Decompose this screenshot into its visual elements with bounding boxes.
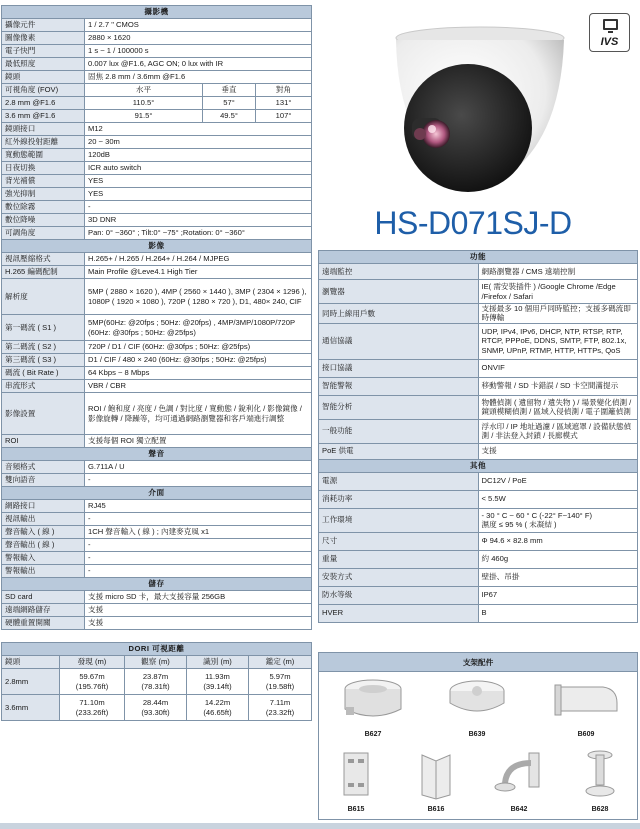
spec-key: 影像設置 — [2, 393, 85, 435]
spec-key: 3.6 mm @F1.6 — [2, 110, 85, 123]
spec-key: 智能分析 — [319, 395, 479, 419]
spec-key: 雙向語音 — [2, 474, 85, 487]
spec-key: H.265 編碼配制 — [2, 266, 85, 279]
spec-value: 5MP(60Hz: @20fps ; 50Hz: @20fps) , 4MP/3MP/1080P/720P (60Hz: @30fps ; 50Hz: @25fps) — [85, 315, 312, 341]
spec-value: 1 s ~ 1 / 100000 s — [85, 45, 312, 58]
spec-value: 固焦 2.8 mm / 3.6mm @F1.6 — [85, 71, 312, 84]
spec-value: 3D DNR — [85, 214, 312, 227]
spec-key: 硬體重置開關 — [2, 617, 85, 630]
spec-key: 音頻格式 — [2, 461, 85, 474]
dori-row — [2, 669, 312, 695]
pole-mount-icon — [336, 749, 376, 801]
accessory-label: B615 — [347, 806, 365, 813]
dori-value: 59.67m — [79, 672, 105, 682]
dori-row — [2, 695, 312, 721]
spec-key: SD card — [2, 591, 85, 604]
accessory-b627 — [333, 677, 413, 745]
spec-value: VBR / CBR — [85, 380, 312, 393]
accessories-panel — [318, 652, 638, 820]
fov-header-v: 垂直 — [203, 84, 256, 97]
section-interface: 介面 — [2, 487, 312, 500]
dori-header: 鑑定 (m) — [249, 656, 312, 669]
footer-bar — [0, 823, 640, 829]
spec-value: G.711A / U — [85, 461, 312, 474]
arm-bracket-icon — [491, 749, 547, 801]
accessory-b615 — [321, 749, 391, 817]
accessory-label: B609 — [577, 731, 595, 738]
spec-value: 2880 × 1620 — [85, 32, 312, 45]
spec-value: < 5.5W — [478, 490, 638, 508]
spec-key: 串流形式 — [2, 380, 85, 393]
accessories-title: 支架配件 — [319, 653, 637, 672]
spec-value: 支援每個 ROI 獨立配置 — [85, 435, 312, 448]
junction-box-icon — [342, 677, 404, 725]
accessory-label: B639 — [468, 731, 486, 738]
dori-value: 71.10m — [79, 698, 105, 708]
section-other: 其他 — [319, 459, 638, 472]
dori-value: 28.44m — [142, 698, 169, 708]
spec-key: 第一碼流 ( S1 ) — [2, 315, 85, 341]
dori-lens: 3.6mm — [2, 695, 60, 721]
mount-plate-icon — [447, 677, 507, 725]
spec-key: 第二碼流 ( S2 ) — [2, 341, 85, 354]
spec-key: 數位降噪 — [2, 214, 85, 227]
spec-key: 重量 — [319, 550, 479, 568]
accessory-b609 — [541, 677, 631, 745]
spec-key: 強光抑制 — [2, 188, 85, 201]
spec-value: 物體偵測 ( 遺留物 / 遺失物 ) / 場景變化偵測 / 鏡頭模糊偵測 / 區域入侵偵測 / 電子圍籬偵測 — [478, 395, 638, 419]
spec-key: 可視角度 (FOV) — [2, 84, 85, 97]
accessory-label: B627 — [364, 731, 382, 738]
spec-value: 20 ~ 30m — [85, 136, 312, 149]
dori-value: 11.93m — [205, 672, 230, 682]
spec-key: 第三碼流 ( S3 ) — [2, 354, 85, 367]
fov-value: 131° — [256, 97, 312, 110]
spec-value: 浮水印 / IP 地址過濾 / 區域遮罩 / 設備狀態偵測 / 非法登入封鎖 / 長廊模式 — [478, 419, 638, 443]
accessory-b639 — [437, 677, 517, 745]
spec-value: - — [85, 474, 312, 487]
spec-key: 視訊壓縮格式 — [2, 253, 85, 266]
accessory-b642 — [479, 749, 559, 817]
dori-value: 5.97m — [269, 672, 291, 682]
spec-key: 2.8 mm @F1.6 — [2, 97, 85, 110]
dome-camera-image — [368, 10, 578, 200]
dori-value-ft: (19.58ft) — [265, 681, 295, 691]
spec-key: 鏡頭 — [2, 71, 85, 84]
spec-key: 防水等級 — [319, 586, 479, 604]
spec-key: 尺寸 — [319, 532, 479, 550]
spec-value: DC12V / PoE — [478, 472, 638, 490]
dori-table — [1, 642, 312, 721]
spec-value: Pan: 0° ~360° ; Tilt:0° ~75° ;Rotation: 0° ~360° — [85, 227, 312, 240]
spec-value: 720P / D1 / CIF (60Hz: @30fps ; 50Hz: @25fps) — [85, 341, 312, 354]
spec-key: 警報輸出 — [2, 565, 85, 578]
spec-value: M12 — [85, 123, 312, 136]
fov-value: 91.5° — [85, 110, 203, 123]
accessory-label: B616 — [427, 806, 445, 813]
section-audio: 聲音 — [2, 448, 312, 461]
spec-key: 解析度 — [2, 279, 85, 315]
accessory-label: B642 — [510, 806, 528, 813]
spec-value: - 30 ° C ~ 60 ° C (-22° F~140° F) — [481, 510, 592, 520]
dori-lens: 2.8mm — [2, 669, 60, 695]
dori-value-ft: (46.65ft) — [203, 707, 232, 717]
spec-key: 鏡頭接口 — [2, 123, 85, 136]
spec-value: ROI / 飽和度 / 亮度 / 色調 / 對比度 / 寬動態 / 銳利化 / 影像鏡像 / 影像旋轉 / 降躁等，均可通過網路瀏覽器和客戶端進行調整 — [85, 393, 312, 435]
dori-value-ft: (233.26ft) — [75, 707, 109, 717]
spec-key: 消耗功率 — [319, 490, 479, 508]
spec-key: HVER — [319, 604, 479, 622]
section-camera: 攝影機 — [2, 6, 312, 19]
spec-value: 濕度 ≤ 95 % ( 未凝結 ) — [481, 520, 557, 529]
spec-value: - — [85, 539, 312, 552]
spec-value: - — [85, 513, 312, 526]
spec-key: 工作環境 — [319, 508, 479, 532]
spec-value: IP67 — [478, 586, 638, 604]
spec-key: 智能警報 — [319, 377, 479, 395]
spec-key: 聲音輸出 ( 線 ) — [2, 539, 85, 552]
spec-value: ONVIF — [478, 359, 638, 377]
spec-key: 日夜切換 — [2, 162, 85, 175]
spec-key: 安裝方式 — [319, 568, 479, 586]
spec-value: 支援 micro SD 卡，最大支援容量 256GB — [85, 591, 312, 604]
dori-value: 7.11m — [269, 698, 291, 708]
dori-value: 14.22m — [204, 698, 231, 708]
dori-value-ft: (195.76ft) — [75, 681, 109, 691]
spec-value: Main Profile @Leve4.1 High Tier — [85, 266, 312, 279]
spec-value: IE( 需安裝插件 ) /Google Chrome /Edge /Firefox / Safari — [478, 280, 638, 304]
spec-value: YES — [85, 188, 312, 201]
dori-value-ft: (23.32ft) — [265, 707, 295, 717]
spec-key: 聲音輸入 ( 線 ) — [2, 526, 85, 539]
spec-table-right — [318, 250, 638, 623]
section-dori: DORI 可視距離 — [2, 643, 312, 656]
spec-key: 最低照度 — [2, 58, 85, 71]
spec-value: 壁掛、吊掛 — [478, 568, 638, 586]
spec-key: 遠端網路儲存 — [2, 604, 85, 617]
spec-key: 攝像元件 — [2, 19, 85, 32]
dori-header: 識別 (m) — [187, 656, 249, 669]
fov-value: 107° — [256, 110, 312, 123]
dori-value: 23.87m — [142, 672, 169, 682]
dori-value-ft: (78.31ft) — [141, 681, 170, 691]
spec-key: 可調角度 — [2, 227, 85, 240]
spec-key: 網路接口 — [2, 500, 85, 513]
dori-header: 鏡頭 — [2, 656, 60, 669]
spec-value: Φ 94.6 × 82.8 mm — [478, 532, 638, 550]
spec-value: 1CH 聲音輸入 ( 線 ) ; 內建麥克風 x1 — [85, 526, 312, 539]
spec-value: - — [85, 552, 312, 565]
spec-value: 64 Kbps ~ 8 Mbps — [85, 367, 312, 380]
dori-header: 觀察 (m) — [125, 656, 187, 669]
fov-value: 110.5° — [85, 97, 203, 110]
spec-value: YES — [85, 175, 312, 188]
spec-value: 支援最多 10 個用戶同時監控；支援多碼流即時傳輸 — [478, 304, 638, 324]
spec-key: 通信協議 — [319, 323, 479, 359]
spec-value: 網路瀏覽器 / CMS 遠端控制 — [478, 264, 638, 280]
section-storage: 儲存 — [2, 578, 312, 591]
spec-key: ROI — [2, 435, 85, 448]
fov-value: 57° — [203, 97, 256, 110]
spec-key: 背光補償 — [2, 175, 85, 188]
dori-value-ft: (39.14ft) — [203, 681, 232, 691]
corner-mount-icon — [416, 749, 456, 801]
spec-key: 寬動態範圍 — [2, 149, 85, 162]
spec-value: 支援 — [85, 617, 312, 630]
fov-header-d: 對角 — [256, 84, 312, 97]
spec-value: 約 460g — [478, 550, 638, 568]
spec-value: 支援 — [85, 604, 312, 617]
accessory-b628 — [563, 749, 637, 817]
spec-key: 警報輸入 — [2, 552, 85, 565]
spec-key: 圖像像素 — [2, 32, 85, 45]
spec-value: ICR auto switch — [85, 162, 312, 175]
spec-value: 1 / 2.7 " CMOS — [85, 19, 312, 32]
spec-key: 電子快門 — [2, 45, 85, 58]
spec-value: - — [85, 201, 312, 214]
ivs-badge — [589, 13, 630, 52]
monitor-icon — [603, 19, 618, 30]
spec-value: RJ45 — [85, 500, 312, 513]
spec-value: - — [85, 565, 312, 578]
spec-key: 瀏覽器 — [319, 280, 479, 304]
accessory-b616 — [401, 749, 471, 817]
spec-value: 支援 — [478, 443, 638, 459]
spec-value: 120dB — [85, 149, 312, 162]
wall-bracket-icon — [551, 677, 621, 725]
model-name: HS-D071SJ-D — [374, 205, 572, 241]
spec-value: 移動警報 / SD 卡錯誤 / SD 卡空間滿提示 — [478, 377, 638, 395]
spec-key: 電源 — [319, 472, 479, 490]
pendant-mount-icon — [580, 749, 620, 801]
spec-value: UDP, IPv4, IPv6, DHCP, NTP, RTSP, RTP, RTCP, PPPoE, DDNS, SMTP, FTP, 802.1x, SNMP, UPnP, RTMP, HTTP, HTTPs, QoS — [478, 323, 638, 359]
dori-header: 發現 (m) — [60, 656, 125, 669]
spec-value: 0.007 lux @F1.6, AGC ON; 0 lux with IR — [85, 58, 312, 71]
section-function: 功能 — [319, 251, 638, 264]
spec-key: 碼流 ( Bit Rate ) — [2, 367, 85, 380]
spec-key: 視訊輸出 — [2, 513, 85, 526]
spec-key: 數位除霧 — [2, 201, 85, 214]
spec-value: 5MP ( 2880 × 1620 ), 4MP ( 2560 × 1440 ), 3MP ( 2304 × 1296 ), 1080P ( 1920 × 1080 ), 720P ( 1280 × 720 ), D1, 480× 240, CIF — [85, 279, 312, 315]
spec-key: 紅外線投射距離 — [2, 136, 85, 149]
spec-value: H.265+ / H.265 / H.264+ / H.264 / MJPEG — [85, 253, 312, 266]
spec-value: D1 / CIF / 480 × 240 (60Hz: @30fps ; 50Hz: @25fps) — [85, 354, 312, 367]
spec-key: PoE 供電 — [319, 443, 479, 459]
accessory-label: B628 — [591, 806, 609, 813]
ivs-label: IVS — [600, 36, 619, 48]
spec-key: 遠端監控 — [319, 264, 479, 280]
spec-value: B — [478, 604, 638, 622]
fov-value: 49.5° — [203, 110, 256, 123]
spec-key: 接口協議 — [319, 359, 479, 377]
spec-key: 同時上線用戶數 — [319, 304, 479, 324]
spec-key: 一般功能 — [319, 419, 479, 443]
section-image: 影像 — [2, 240, 312, 253]
fov-header-h: 水平 — [85, 84, 203, 97]
dori-value-ft: (93.30ft) — [141, 707, 170, 717]
spec-table-left — [1, 5, 311, 721]
